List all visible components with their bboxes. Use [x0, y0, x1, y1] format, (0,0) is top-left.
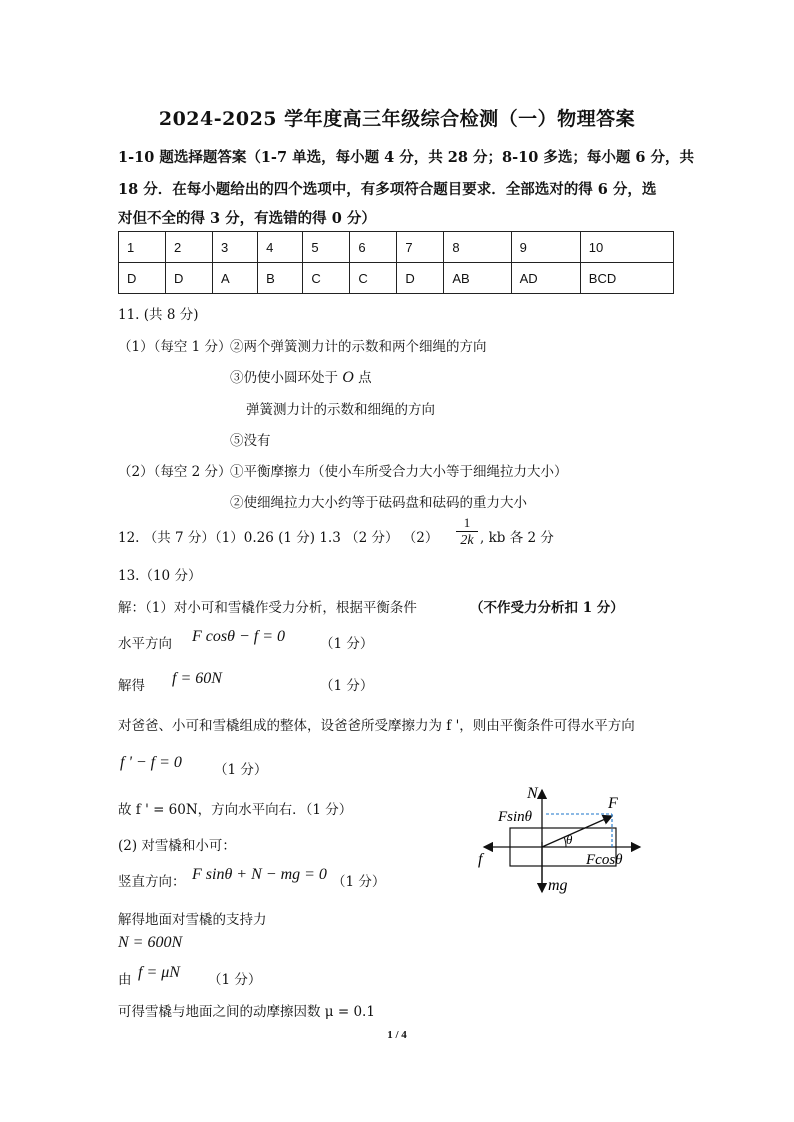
- q13-eq3: f ' − f = 0: [120, 754, 182, 771]
- table-cell: 6: [350, 232, 397, 263]
- table-cell: BCD: [580, 263, 673, 294]
- answer-table-answers-row: [119, 263, 674, 294]
- label-theta: θ: [566, 832, 573, 847]
- q11-part2-b: ②使细绳拉力大小约等于砝码盘和砝码的重力大小: [230, 495, 527, 511]
- q13-support-line: 解得地面对雪橇的支持力: [118, 912, 267, 928]
- intro-line-2: 18 分．在每小题给出的四个选项中，有多项符合题目要求．全部选对的得 6 分，选: [118, 181, 657, 198]
- q11-part1-a: ②两个弹簧测力计的示数和两个细绳的方向: [230, 339, 487, 355]
- intro-line-1: 1-10 题选择题答案（1-7 单选，每小题 4 分，共 28 分；8-10 多选；每小题 6 分，共: [118, 149, 695, 166]
- q13-score: （1 分）: [332, 874, 386, 890]
- table-cell: C: [303, 263, 350, 294]
- q13-score: （1 分）: [214, 762, 268, 778]
- q13-horiz-label: 水平方向: [118, 636, 172, 652]
- applied-force-arrow: [542, 816, 612, 847]
- q11-part1-c: 弹簧测力计的示数和细绳的方向: [246, 402, 435, 418]
- q13-eq2: f = 60N: [172, 670, 222, 687]
- table-cell: AD: [511, 263, 580, 294]
- table-cell: 1: [119, 232, 166, 263]
- table-cell: B: [258, 263, 303, 294]
- q13-heading: 13.（10 分）: [118, 568, 202, 584]
- q13-part2: (2) 对雪橇和小可：: [118, 838, 236, 854]
- table-cell: 2: [166, 232, 213, 263]
- q13-score: （1 分）: [320, 636, 374, 652]
- intro-line-3: 对但不全的得 3 分，有选错的得 0 分）: [118, 210, 376, 227]
- table-cell: 3: [213, 232, 258, 263]
- answer-table-numbers-row: [119, 232, 674, 263]
- q11-part2-label: （2）（每空 2 分）: [118, 464, 232, 480]
- q11-part1-d: ⑤没有: [230, 433, 271, 449]
- label-f-applied: F: [608, 795, 618, 812]
- q11-heading: 11. (共 8 分): [118, 307, 199, 323]
- table-cell: 10: [580, 232, 673, 263]
- q13-from-label: 由: [118, 972, 132, 988]
- label-fcos: Fcosθ: [586, 852, 623, 868]
- table-cell: 8: [444, 232, 511, 263]
- q13-score: （1 分）: [320, 678, 374, 694]
- q13-mu-line: 可得雪橇与地面之间的动摩擦因数 μ = 0.1: [118, 1004, 375, 1020]
- table-cell: D: [119, 263, 166, 294]
- table-cell: AB: [444, 263, 511, 294]
- q12-fraction-denominator: 2k: [460, 533, 474, 548]
- table-cell: 7: [397, 232, 444, 263]
- label-fsin: Fsinθ: [498, 809, 533, 825]
- q13-solve-label: 解得: [118, 678, 145, 694]
- label-friction: f: [478, 851, 483, 868]
- q11-point-o: O: [342, 369, 354, 386]
- table-cell: D: [166, 263, 213, 294]
- table-cell: D: [397, 263, 444, 294]
- q13-therefore: 故 f ' = 60N，方向水平向右．（1 分）: [118, 802, 353, 818]
- force-diagram: [470, 780, 670, 900]
- answer-table: [118, 231, 674, 294]
- q11-part1-label: （1）（每空 1 分）: [118, 339, 232, 355]
- q11-part2-a: ①平衡摩擦力（使小车所受合力大小等于细绳拉力大小）: [230, 464, 568, 480]
- q13-eq1: F cosθ − f = 0: [192, 628, 285, 645]
- table-cell: 4: [258, 232, 303, 263]
- q12-after: , kb 各 2 分: [480, 530, 554, 546]
- page-title: 2024-2025 学年度高三年级综合检测（一）物理答案: [158, 108, 636, 130]
- q13-score: （1 分）: [208, 972, 262, 988]
- q13-whole-line: 对爸爸、小可和雪橇组成的整体，设爸爸所受摩擦力为 f '，则由平衡条件可得水平方向: [118, 718, 635, 734]
- label-n: N: [527, 785, 538, 802]
- table-cell: 9: [511, 232, 580, 263]
- q13-eq5: N = 600N: [118, 934, 183, 951]
- q13-line1: 解：（1）对小可和雪橇作受力分析，根据平衡条件: [118, 600, 417, 616]
- q13-eq4: F sinθ + N − mg = 0: [192, 866, 327, 883]
- table-cell: 5: [303, 232, 350, 263]
- q11-part1-b: [230, 366, 372, 387]
- q12-fraction-numerator: 1: [463, 515, 471, 530]
- label-mg: mg: [548, 877, 568, 894]
- q13-eq6: f = μN: [138, 964, 180, 981]
- q13-vert-label: 竖直方向：: [118, 874, 186, 890]
- page-number: 1 / 4: [387, 1029, 407, 1041]
- q11-part1-b-suffix: 点: [358, 370, 372, 386]
- q12-text: 12. （共 7 分）（1）0.26 (1 分) 1.3 （2 分） （2）: [118, 530, 439, 546]
- q13-note: （不作受力分析扣 1 分）: [470, 600, 624, 616]
- q12-fraction: [456, 515, 478, 550]
- table-cell: A: [213, 263, 258, 294]
- table-cell: C: [350, 263, 397, 294]
- q11-part1-b-prefix: ③仍使小圆环处于: [230, 370, 338, 386]
